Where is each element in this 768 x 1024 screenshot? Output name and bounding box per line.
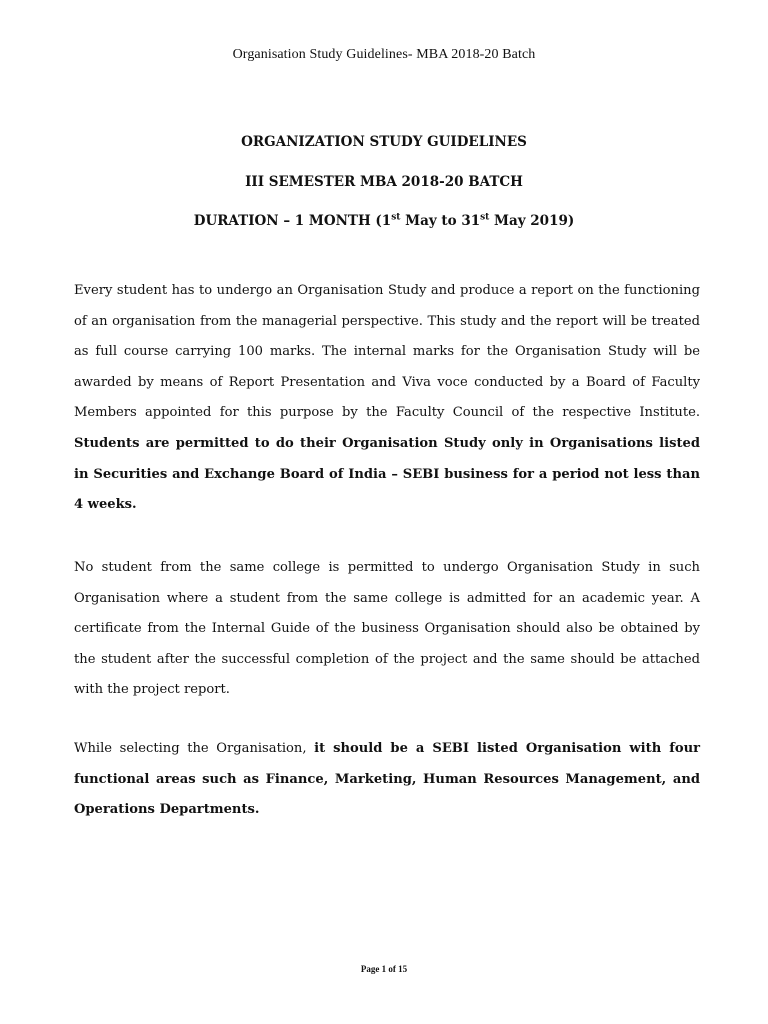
duration-mid: May to 31 <box>400 213 481 229</box>
running-header: Organisation Study Guidelines- MBA 2018-20 Batch <box>232 47 536 62</box>
document-subtitle: III SEMESTER MBA 2018-20 BATCH <box>245 174 523 190</box>
duration-suffix: May 2019) <box>489 213 575 229</box>
page-number: Page 1 of 15 <box>360 964 408 974</box>
duration-prefix: DURATION – 1 MONTH (1 <box>193 213 392 229</box>
paragraph-2 <box>74 553 700 706</box>
duration-line <box>0 213 768 229</box>
paragraph-1-text: Every student has to undergo an Organisation Study and produce a report on the functioning of an organisation from the managerial perspective. This study and the report will be treated as full course carrying 100 marks. The internal marks for the Organisation Study will be awarded by means of Report Presentation and Viva voce conducted by a Board of Faculty Members appointed for this purpose by the Faculty Council of the respective Institute. <box>74 283 700 421</box>
duration-sup-2: st <box>480 212 490 223</box>
duration-sup-1: st <box>391 212 401 223</box>
paragraph-2-text: No student from the same college is permitted to undergo Organisation Study in such Organisation where a student from the same college is admitted for an academic year. A certificate from the Internal Guide of the business Organisation should also be obtained by the student after the successful completion of the project and the same should be attached with the project report. <box>74 560 700 698</box>
paragraph-3 <box>74 734 700 826</box>
paragraph-3-bold: it should be a SEBI listed Organisation with four functional areas such as Finance, Marketing, Human Resources Management, and Operations Departments. <box>74 741 700 818</box>
paragraph-3-text: While selecting the Organisation, <box>74 741 315 756</box>
document-title: ORGANIZATION STUDY GUIDELINES <box>241 134 527 150</box>
paragraph-1-bold: Students are permitted to do their Organisation Study only in Organisations listed in Securities and Exchange Board of India – SEBI business for a period not less than 4 weeks. <box>74 435 700 513</box>
paragraph-1 <box>74 276 700 521</box>
